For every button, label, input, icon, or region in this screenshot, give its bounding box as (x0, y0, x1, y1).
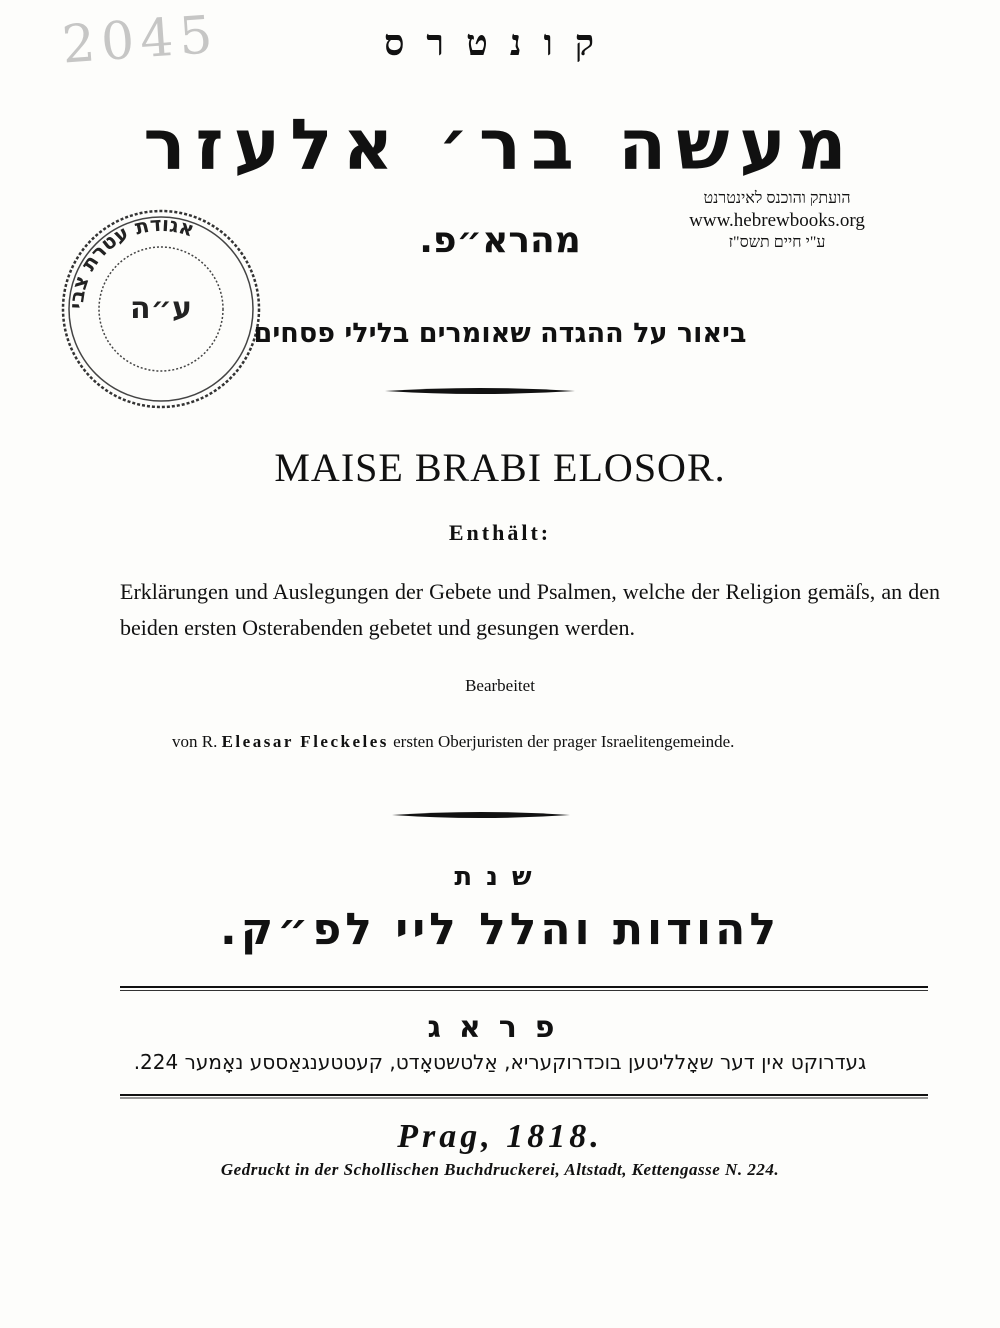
year-label-hebrew: שנת (454, 862, 546, 892)
description-text: Erklärungen und Auslegungen der Gebete und Psalmen, welche der Religion gemäſs, an den beiden ersten Osterabenden gebetet und gesungen werden. (120, 579, 940, 640)
edited-by-label: Bearbeitet (465, 676, 535, 695)
double-rule (120, 986, 928, 992)
year-chronogram: להודות והלל ליי לפ״ק. (220, 904, 780, 955)
author-abbreviation: מהרא״פ. (419, 220, 581, 261)
ornamental-divider (0, 808, 1000, 822)
latin-title: MAISE BRABI ELOSOR. (274, 445, 726, 490)
site-credit-line: הועתק והוכנס לאינטרנט (703, 190, 851, 207)
author-line (172, 732, 892, 752)
author-name: Eleasar Fleckeles (221, 732, 389, 751)
double-rule (120, 1094, 928, 1099)
city-hebrew: פראג (427, 1010, 573, 1045)
city-and-year: Prag, 1818. (397, 1118, 603, 1155)
ornamental-divider (0, 384, 1000, 398)
author-title: ersten Oberjuristen der prager Israelitengemeinde. (393, 732, 735, 751)
printer-german: Gedruckt in der Schollischen Buchdruckerei, Altstadt, Kettengasse N. 224. (220, 1160, 780, 1179)
contents-heading: Enthält: (448, 520, 552, 545)
subtitle-hebrew: ביאור על ההגדה שאומרים בלילי פסחים (253, 318, 747, 349)
kuntres-heading: קונטרס (383, 22, 617, 64)
author-prefix: von R. (172, 732, 218, 751)
handwritten-number: 2045 (60, 4, 221, 76)
site-url: www.hebrewbooks.org (689, 210, 865, 231)
main-title-hebrew: מעשה בר׳ אלעזר (143, 104, 857, 186)
stamp-center-text: ע״ה (130, 291, 192, 326)
site-credit-line: ע"י חיים תשס"ז (728, 234, 826, 251)
printer-hebrew: געדרוקט אין דער שאָלליטען בוכדרוקעריא, אַלטשטאָדט, קעטטענגאַססע נאָמער 224. (133, 1050, 867, 1074)
stamp-ring-text: אגודת עטרת צבי (63, 211, 198, 310)
